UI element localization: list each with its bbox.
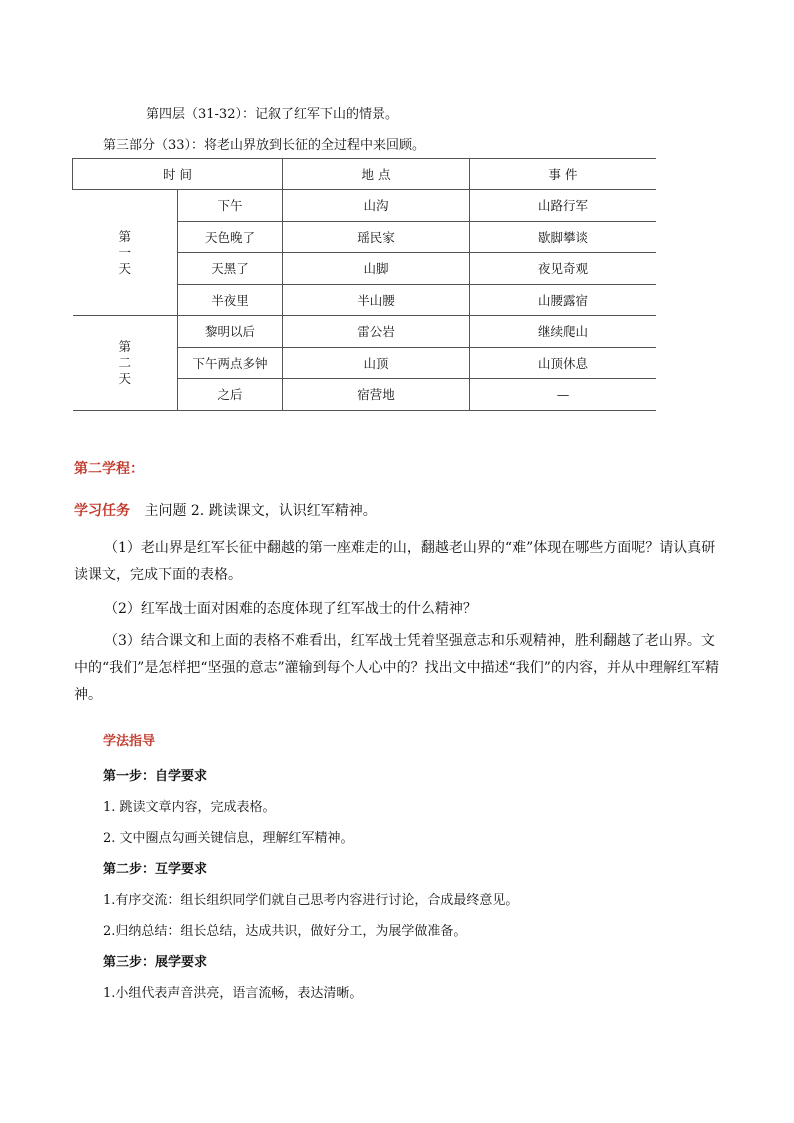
layer4-summary: 第四层（31-32）：记叙了红军下山的情景。 xyxy=(146,107,398,122)
time-cell: 黎明以后 xyxy=(178,316,283,348)
stage2-title: 第二学程： xyxy=(74,461,144,477)
step2-item: 2.归纳总结：组长总结，达成共识，做好分工，为展学做准备。 xyxy=(103,924,467,939)
question-3: （3）结合课文和上面的表格不难看出，红军战士凭着坚强意志和乐观精神，胜利翻越了老山界。文中的“我们”是怎样把“坚强的意志”灌输到每个人心中的？找出文中描述“我们”的内容，并从中理解红军精神。 xyxy=(74,633,719,703)
place-cell: 半山腰 xyxy=(283,284,470,316)
step1-item: 2. 文中圈点勾画关键信息，理解红军精神。 xyxy=(103,831,354,846)
time-cell: 天色晚了 xyxy=(178,221,283,253)
place-cell: 宿营地 xyxy=(283,379,470,411)
table-row xyxy=(73,316,657,348)
task-text: 主问题 2. 跳读课文，认识红军精神。 xyxy=(144,503,377,519)
step2-title: 第二步：互学要求 xyxy=(103,862,208,877)
part3-summary: 第三部分（33）：将老山界放到长征的全过程中来回顾。 xyxy=(103,138,426,153)
event-cell: 山路行军 xyxy=(470,190,657,222)
header-event: 事 件 xyxy=(470,159,657,190)
place-cell: 瑶民家 xyxy=(283,221,470,253)
table-row xyxy=(73,190,657,222)
event-cell: 山顶休息 xyxy=(470,347,657,379)
step1-title: 第一步：自学要求 xyxy=(103,769,208,784)
event-cell: — xyxy=(470,379,657,411)
place-cell: 山沟 xyxy=(283,190,470,222)
time-cell: 下午 xyxy=(178,190,283,222)
time-cell: 半夜里 xyxy=(178,284,283,316)
task-line xyxy=(74,500,377,520)
event-cell: 山腰露宿 xyxy=(470,284,657,316)
event-cell: 歇脚攀谈 xyxy=(470,221,657,253)
event-cell: 继续爬山 xyxy=(470,316,657,348)
question-1: （1）老山界是红军长征中翻越的第一座难走的山，翻越老山界的“难”体现在哪些方面呢？请认真研读课文，完成下面的表格。 xyxy=(74,540,716,583)
event-cell: 夜见奇观 xyxy=(470,253,657,285)
place-cell: 山脚 xyxy=(283,253,470,285)
guide-title: 学法指导 xyxy=(103,734,156,749)
day-label: 第一天 xyxy=(73,190,178,316)
header-time: 时 间 xyxy=(73,159,283,190)
step3-item: 1.小组代表声音洪亮，语言流畅，表达清晰。 xyxy=(103,986,363,1001)
events-table xyxy=(72,158,656,411)
time-cell: 之后 xyxy=(178,379,283,411)
step3-title: 第三步：展学要求 xyxy=(103,955,208,970)
place-cell: 山顶 xyxy=(283,347,470,379)
table-header-row xyxy=(73,159,657,190)
day-label: 第二天 xyxy=(73,316,178,411)
question-2: （2）红军战士面对困难的态度体现了红军战士的什么精神？ xyxy=(104,601,477,617)
time-cell: 下午两点多钟 xyxy=(178,347,283,379)
step2-item: 1.有序交流：组长组织同学们就自己思考内容进行讨论，合成最终意见。 xyxy=(103,893,519,908)
task-label: 学习任务 xyxy=(74,503,130,519)
step1-item: 1. 跳读文章内容，完成表格。 xyxy=(103,800,276,815)
header-place: 地 点 xyxy=(283,159,470,190)
time-cell: 天黑了 xyxy=(178,253,283,285)
place-cell: 雷公岩 xyxy=(283,316,470,348)
